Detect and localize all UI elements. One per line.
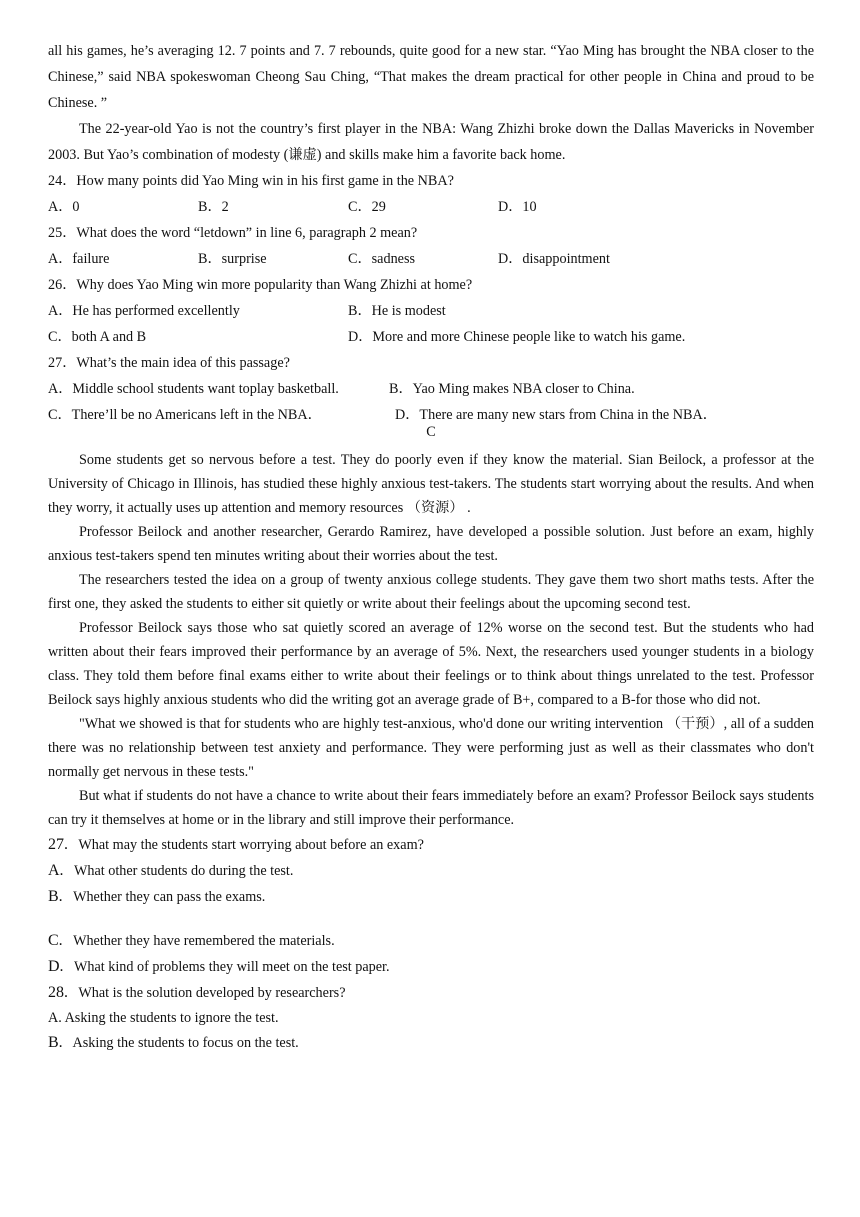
passage-b-paragraph-1: all his games, he’s averaging 12. 7 points and 7. 7 rebounds, quite good for a new star. “Yao Ming has brought the NBA closer to the Chinese,” said NBA spokeswoman Cheong Sau Ching, “That makes the dream practical for other people in China and proud to be Chinese. ” (48, 43, 814, 111)
option-b: B．Yao Ming makes NBA closer to China. (389, 381, 635, 397)
question-text: What is the solution developed by researchers? (78, 985, 346, 1001)
option-a: A．0 (48, 199, 80, 215)
option-b (48, 1030, 814, 1056)
option-letter: A. (48, 1010, 62, 1026)
option-d: D．More and more Chinese people like to watch his game. (348, 329, 686, 345)
question-c27-stem (48, 832, 814, 858)
option-c (48, 928, 814, 954)
option-text: What other students do during the test. (73, 863, 294, 879)
option-letter: A. (48, 862, 64, 879)
option-a (48, 1006, 814, 1030)
question-24-options (48, 194, 814, 220)
option-text: Asking the students to focus on the test. (72, 1035, 299, 1051)
question-26-options-row-1 (48, 298, 814, 324)
option-c: C．both A and B (48, 329, 147, 345)
option-c: C．sadness (348, 251, 415, 267)
option-a: A．Middle school students want toplay basketball. (48, 381, 339, 397)
question-26-stem: 26．Why does Yao Ming win more popularity than Wang Zhizhi at home? (48, 277, 473, 293)
question-27-options-row-1 (48, 376, 814, 402)
question-25-options (48, 246, 814, 272)
option-c: C．29 (348, 199, 386, 215)
passage-c-paragraph-3: The researchers tested the idea on a group of twenty anxious college students. They gave them two short maths tests. After the first one, they asked the students to either sit quietly or write about their feelings about the upcoming second test. (48, 572, 814, 612)
passage-b-paragraph-2: The 22-year-old Yao is not the country’s first player in the NBA: Wang Zhizhi broke down the Dallas Mavericks in November 2003. But Yao’s combination of modesty (谦虚) and skills make him a favorite back home. (48, 121, 814, 163)
option-text: Whether they have remembered the materials. (73, 933, 335, 949)
option-b (48, 884, 814, 910)
option-d: D．10 (498, 199, 537, 215)
option-d: D．There are many new stars from China in the NBA． (395, 407, 717, 423)
option-text: Whether they can pass the exams. (73, 889, 266, 905)
option-d (48, 954, 814, 980)
exam-page (48, 38, 814, 1056)
question-27-stem: 27．What’s the main idea of this passage? (48, 355, 290, 371)
option-d: D．disappointment (498, 251, 610, 267)
passage-c-paragraph-5: "What we showed is that for students who are highly test-anxious, who'd done our writing intervention （干预）, all of a sudden there was no relationship between test anxiety and performance. They were performing just as well as their classmates who don't normally get nervous in these tests." (48, 716, 814, 780)
passage-c-paragraph-2: Professor Beilock and another researcher, Gerardo Ramirez, have developed a possible solution. Just before an exam, highly anxious test-takers spend ten minutes writing about their worries about the test. (48, 524, 814, 564)
question-number: 28. (48, 984, 68, 1001)
question-number: 27. (48, 836, 68, 853)
option-text: What kind of problems they will meet on the test paper. (73, 959, 390, 975)
passage-c-paragraph-6: But what if students do not have a chance to write about their fears immediately before an exam? Professor Beilock says students can try it themselves at home or in the library and still improve their performance. (48, 788, 814, 828)
section-label: C (426, 424, 436, 440)
question-26-options-row-2 (48, 324, 814, 350)
option-letter: B. (48, 1034, 63, 1051)
option-a: A．He has performed excellently (48, 303, 240, 319)
option-c: C．There’ll be no Americans left in the NBA． (48, 407, 322, 423)
option-letter: D. (48, 958, 64, 975)
question-c28-stem (48, 980, 814, 1006)
option-text: Asking the students to ignore the test. (64, 1010, 279, 1026)
question-text: What may the students start worrying about before an exam? (78, 837, 424, 853)
question-25-stem: 25．What does the word “letdown” in line 6, paragraph 2 mean? (48, 225, 418, 241)
question-24-stem: 24．How many points did Yao Ming win in his first game in the NBA? (48, 173, 454, 189)
option-b: B．surprise (198, 251, 267, 267)
passage-c-paragraph-4: Professor Beilock says those who sat quietly scored an average of 12% worse on the second test. But the students who had written about their fears improved their performance by an average of 5%. Next, the researchers used younger students in a biology class. They told them before final exams either to write about their feelings or to think about things unrelated to the test. Professor Beilock says highly anxious students who did the writing got an average grade of B+, compared to a B-for those who did not. (48, 620, 814, 708)
passage-c-paragraph-1: Some students get so nervous before a test. They do poorly even if they know the material. Sian Beilock, a professor at the University of Chicago in Illinois, has studied these highly anxious test-takers. The students start worrying about the results. And when they worry, it actually uses up attention and memory resources （资源） . (48, 452, 814, 516)
option-b: B．He is modest (348, 303, 446, 319)
option-b: B．2 (198, 199, 229, 215)
option-letter: C. (48, 932, 63, 949)
spacer (48, 910, 814, 928)
option-a (48, 858, 814, 884)
option-letter: B. (48, 888, 63, 905)
option-a: A．failure (48, 251, 110, 267)
